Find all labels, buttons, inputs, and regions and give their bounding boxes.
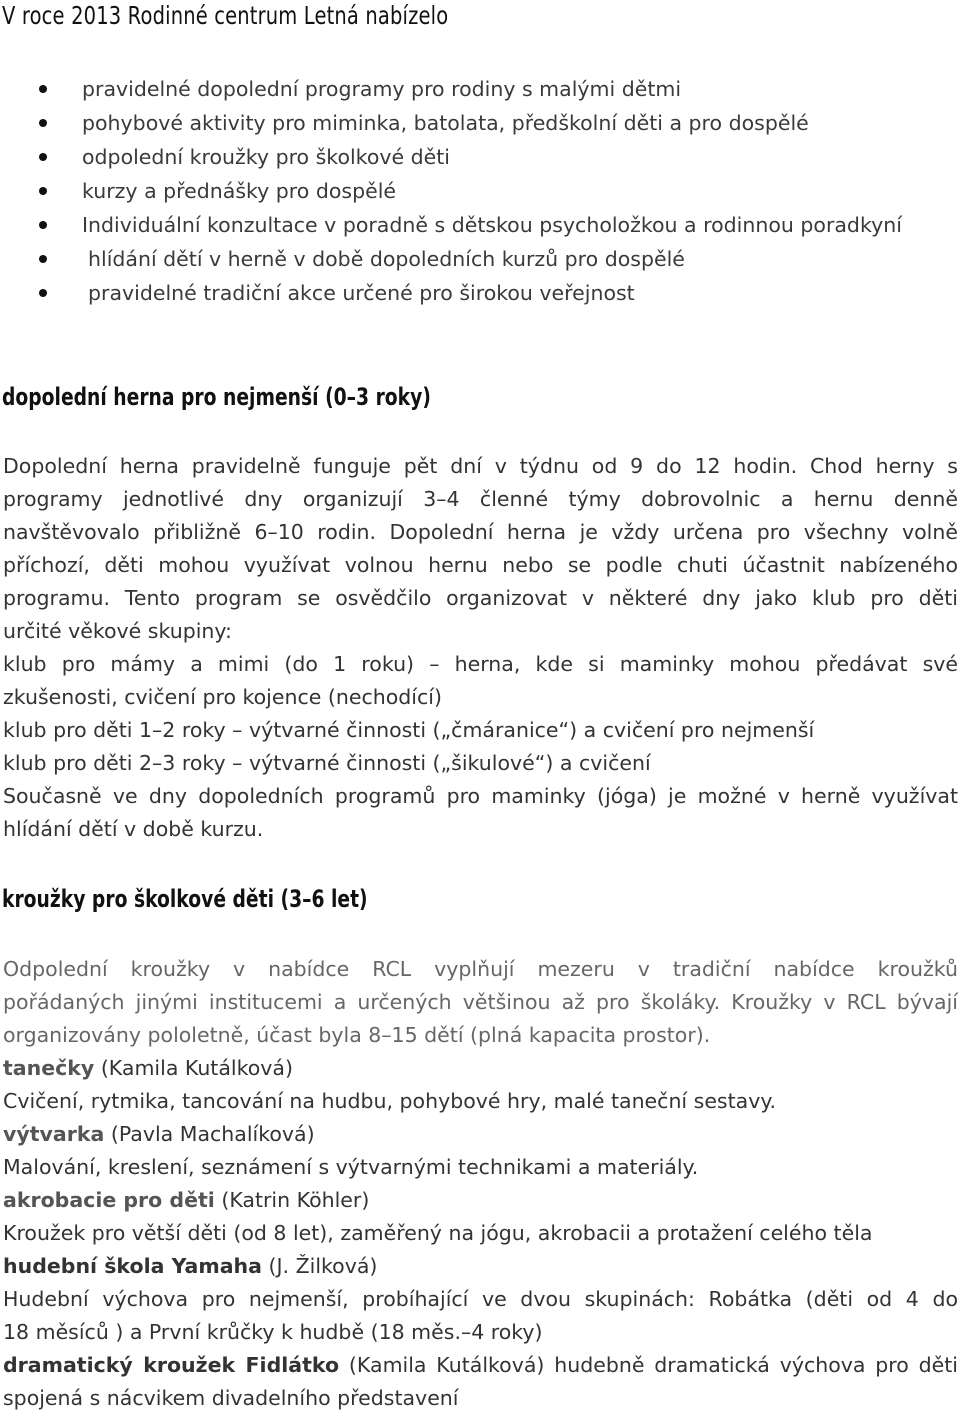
bullet-icon — [39, 289, 47, 297]
list-item: Individuální konzultace v poradně s dětskou psycholožkou a rodinnou poradkyní — [0, 208, 960, 242]
course-name: akrobacie pro děti — [3, 1188, 215, 1212]
list-item: pravidelné dopolední programy pro rodiny s malými dětmi — [0, 72, 960, 106]
bullet-icon — [39, 187, 47, 195]
text-line: pořádaných jinými institucemi a určených většinou až pro školáky. Kroužky v RCL bývají — [3, 990, 958, 1014]
text-line: určité věkové skupiny: — [3, 619, 232, 643]
text-line: příchozí, děti mohou využívat volnou hernu nebo se podle chuti účastnit nabízeného — [3, 553, 958, 577]
herna-paragraph — [3, 450, 958, 846]
course-name: tanečky — [3, 1056, 95, 1080]
course-leader: (J. Žilková) — [268, 1254, 378, 1278]
text-line: klub pro děti 1–2 roky – výtvarné činnosti („čmáranice“) a cvičení pro nejmenší — [3, 718, 815, 742]
list-item: pohybové aktivity pro miminka, batolata, předškolní děti a pro dospělé — [0, 106, 960, 140]
course-description: 18 měsíců ) a První krůčky k hudbě (18 měs.–4 roky) — [3, 1320, 543, 1344]
course-description: Hudební výchova pro nejmenší, probíhající ve dvou skupinách: Robátka (děti od 4 do — [3, 1287, 958, 1311]
text-line: Současně ve dny dopoledních programů pro maminky (jóga) je možné v herně využívat — [3, 784, 958, 808]
list-item: kurzy a přednášky pro dospělé — [0, 174, 960, 208]
text-line: klub pro mámy a mimi (do 1 roku) – herna, kde si maminky mohou předávat své — [3, 652, 958, 676]
course-leader: (Katrin Köhler) — [221, 1188, 370, 1212]
course-description: Malování, kreslení, seznámení s výtvarnými technikami a materiály. — [3, 1155, 699, 1179]
course-name: hudební škola Yamaha — [3, 1254, 262, 1278]
course-description: Cvičení, rytmika, tancování na hudbu, pohybové hry, malé taneční sestavy. — [3, 1089, 777, 1113]
list-item: odpolední kroužky pro školkové děti — [0, 140, 960, 174]
course-header — [3, 1250, 958, 1283]
course-header — [3, 1184, 958, 1217]
course-description: Kroužek pro větší děti (od 8 let), zaměřený na jógu, akrobacii a protažení celého těla — [3, 1221, 873, 1245]
course-description: spojená s nácvikem divadelního představení — [3, 1386, 459, 1410]
bullet-icon — [39, 119, 47, 127]
text-line: Odpolední kroužky v nabídce RCL vyplňují mezeru v tradiční nabídce kroužků — [3, 957, 958, 981]
text-line: Dopolední herna pravidelně funguje pět dní v týdnu od 9 do 12 hodin. Chod herny s — [3, 454, 958, 478]
text-line: klub pro děti 2–3 roky – výtvarné činnosti („šikulové“) a cvičení — [3, 751, 651, 775]
course-leader: (Kamila Kutálková) — [100, 1056, 293, 1080]
list-item: hlídání dětí v herně v době dopoledních kurzů pro dospělé — [0, 242, 960, 276]
course-header — [3, 1118, 958, 1151]
text-line: hlídání dětí v době kurzu. — [3, 817, 264, 841]
text-line: organizovány pololetně, účast byla 8–15 dětí (plná kapacita prostor). — [3, 1023, 711, 1047]
bullet-icon — [39, 85, 47, 93]
list-item: pravidelné tradiční akce určené pro širokou veřejnost — [0, 276, 960, 310]
bullet-icon — [39, 255, 47, 263]
course-leader: (Pavla Machalíková) — [110, 1122, 315, 1146]
offer-list — [0, 72, 960, 310]
section-heading-herna: dopolední herna pro nejmenší (0–3 roky) — [2, 383, 431, 411]
course-name: dramatický kroužek Fidlátko — [3, 1353, 340, 1377]
page-title: V roce 2013 Rodinné centrum Letná nabízelo — [2, 1, 449, 30]
bullet-icon — [39, 153, 47, 161]
section-heading-krouzky: kroužky pro školkové děti (3–6 let) — [2, 885, 368, 913]
krouzky-paragraph — [3, 953, 958, 1415]
course-leader: (Kamila Kutálková) hudebně dramatická výchova pro děti — [348, 1353, 958, 1377]
text-line: zkušenosti, cvičení pro kojence (nechodící) — [3, 685, 442, 709]
text-line: programu. Tento program se osvědčilo organizovat v některé dny jako klub pro děti — [3, 586, 958, 610]
bullet-icon — [39, 221, 47, 229]
text-line: navštěvovalo přibližně 6–10 rodin. Dopolední herna je vždy určena pro všechny volně — [3, 520, 958, 544]
course-header — [3, 1052, 958, 1085]
course-header — [3, 1349, 958, 1382]
course-name: výtvarka — [3, 1122, 105, 1146]
text-line: programy jednotlivé dny organizují 3–4 členné týmy dobrovolnic a hernu denně — [3, 487, 958, 511]
